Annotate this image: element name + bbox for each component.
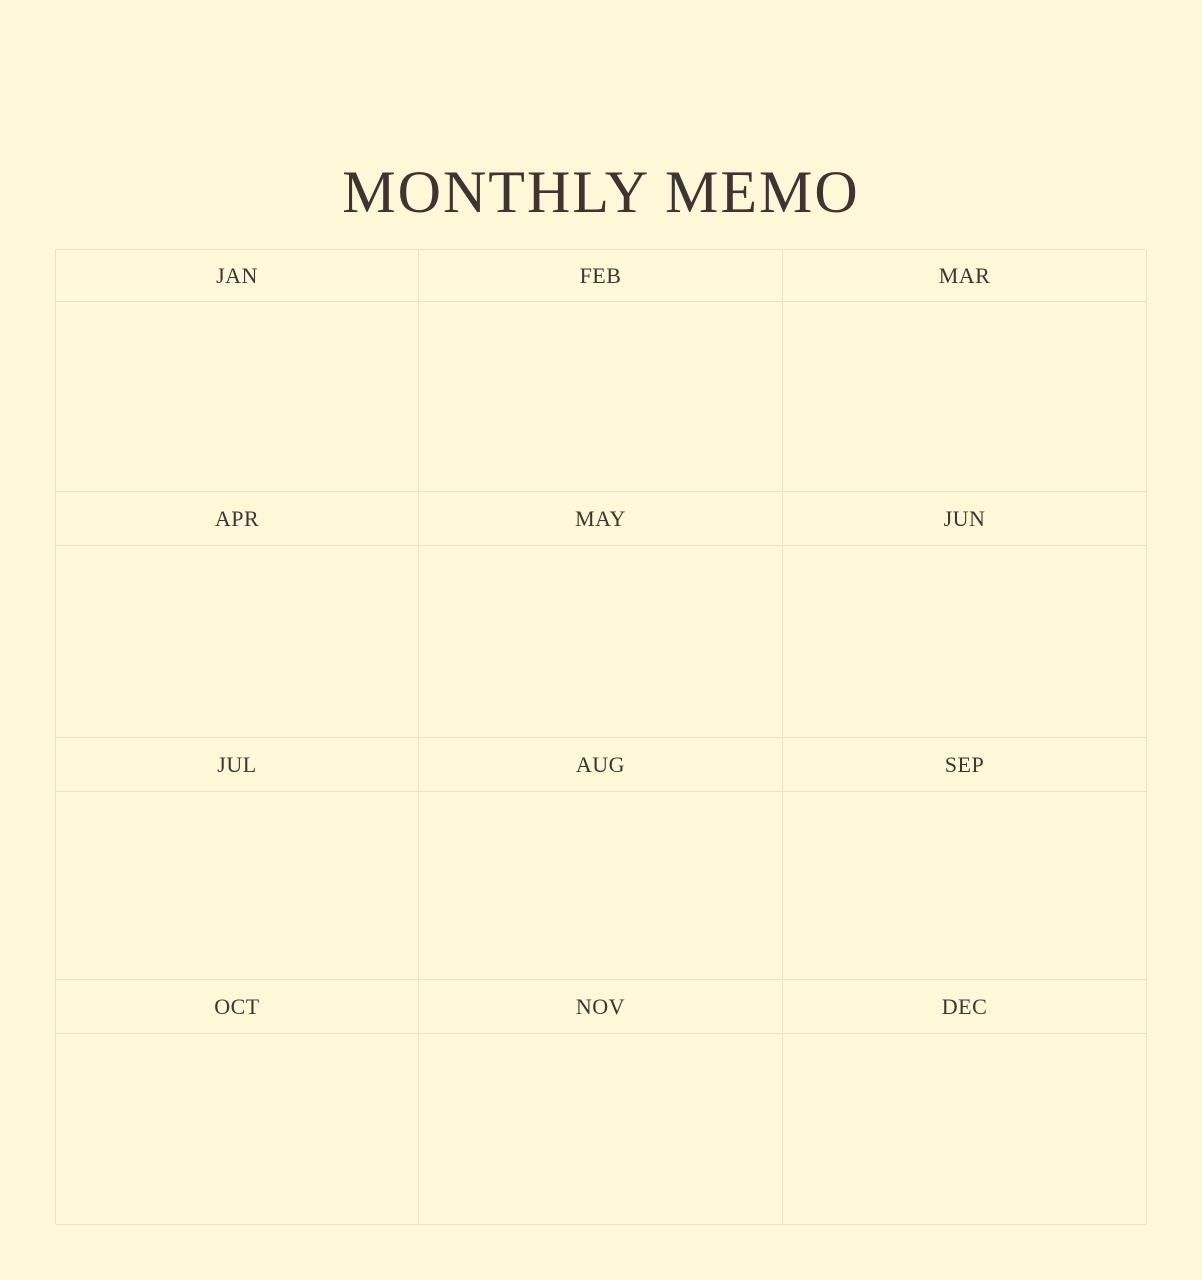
month-label: MAY (419, 492, 782, 546)
month-cell-dec (783, 980, 1147, 1225)
month-cell-aug (419, 738, 783, 980)
month-cell-nov (419, 980, 783, 1225)
month-cell-feb (419, 250, 783, 492)
month-cell-may (419, 492, 783, 738)
memo-area[interactable] (783, 1034, 1146, 1224)
month-cell-sep (783, 738, 1147, 980)
memo-area[interactable] (419, 302, 782, 491)
month-label: DEC (783, 980, 1146, 1034)
memo-area[interactable] (419, 546, 782, 737)
page-title: MONTHLY MEMO (342, 159, 860, 225)
month-label: SEP (783, 738, 1146, 792)
month-label: APR (56, 492, 418, 546)
memo-area[interactable] (56, 546, 418, 737)
month-label: NOV (419, 980, 782, 1034)
month-label: MAR (783, 250, 1146, 302)
memo-area[interactable] (56, 1034, 418, 1224)
month-cell-jan (56, 250, 419, 492)
memo-area[interactable] (783, 302, 1146, 491)
month-label: JUN (783, 492, 1146, 546)
memo-area[interactable] (783, 792, 1146, 979)
month-label: OCT (56, 980, 418, 1034)
month-label: JUL (56, 738, 418, 792)
memo-area[interactable] (56, 792, 418, 979)
memo-area[interactable] (419, 792, 782, 979)
month-label: JAN (56, 250, 418, 302)
memo-area[interactable] (419, 1034, 782, 1224)
memo-area[interactable] (56, 302, 418, 491)
month-grid (55, 249, 1146, 1224)
month-cell-mar (783, 250, 1147, 492)
month-cell-jun (783, 492, 1147, 738)
month-label: AUG (419, 738, 782, 792)
memo-area[interactable] (783, 546, 1146, 737)
month-cell-apr (56, 492, 419, 738)
month-cell-oct (56, 980, 419, 1225)
month-label: FEB (419, 250, 782, 302)
month-cell-jul (56, 738, 419, 980)
